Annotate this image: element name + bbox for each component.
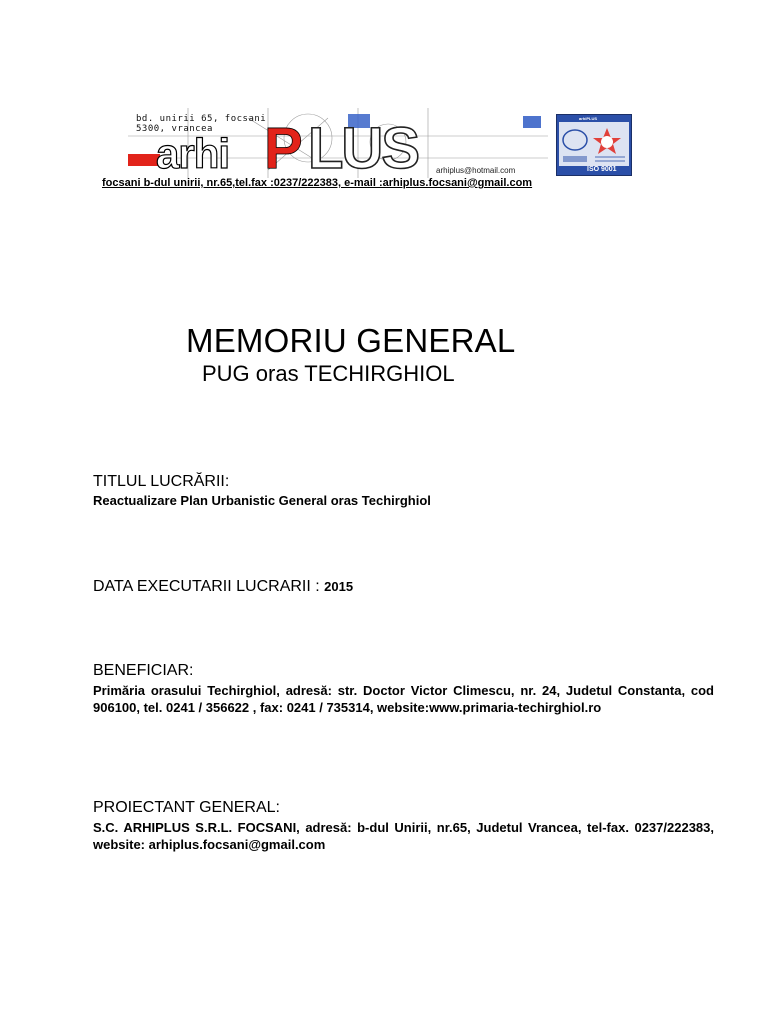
iso-certificate-panel [559, 122, 629, 166]
certification-seal-icon [559, 122, 629, 166]
section-heading-data [93, 578, 353, 596]
letterhead-email: arhiplus@hotmail.com [436, 166, 516, 175]
logo-text-lus: LUS [308, 116, 418, 178]
letterhead-contact-line: focsani b-dul unirii, nr.65,tel.fax :0237/222383, e-mail :arhiplus.focsani@gmail.com [102, 177, 533, 189]
section-heading-titlu: TITLUL LUCRĂRII: [93, 473, 230, 490]
document-title: MEMORIU GENERAL [186, 322, 516, 359]
letterhead-address-line1: bd. unirii 65, focsani [136, 114, 267, 124]
section-text-titlu: Reactualizare Plan Urbanistic General oras Techirghiol [93, 493, 431, 508]
iso-label: ISO 9001 [587, 166, 617, 173]
iso-certificate-badge [556, 114, 632, 176]
section-text-beneficiar: Primăria orasului Techirghiol, adresă: str. Doctor Victor Climescu, nr. 24, Judetul Constanta, cod 906100, tel. 0241 / 356622 , fax: 0241 / 735314, website:www.primaria-techirghiol.ro [93, 683, 714, 715]
letterhead [128, 108, 548, 178]
letterhead-address-line2: 5300, vrancea [136, 124, 213, 134]
document-subtitle: PUG oras TECHIRGHIOL [202, 361, 455, 386]
iso-top-text: arhiPLUS [579, 116, 598, 121]
logo-text-lower: arhi [156, 130, 230, 177]
date-value: 2015 [324, 579, 354, 594]
date-label: DATA EXECUTARII LUCRARII : [93, 578, 320, 595]
section-heading-beneficiar: BENEFICIAR: [93, 662, 194, 679]
section-heading-proiectant: PROIECTANT GENERAL: [93, 799, 280, 816]
section-text-proiectant: S.C. ARHIPLUS S.R.L. FOCSANI, adresă: b-dul Unirii, nr.65, Judetul Vrancea, tel-fax. 0237/222383, website: arhiplus.focsani@gmail.com [93, 820, 714, 852]
logo-text-p: P [264, 116, 303, 178]
